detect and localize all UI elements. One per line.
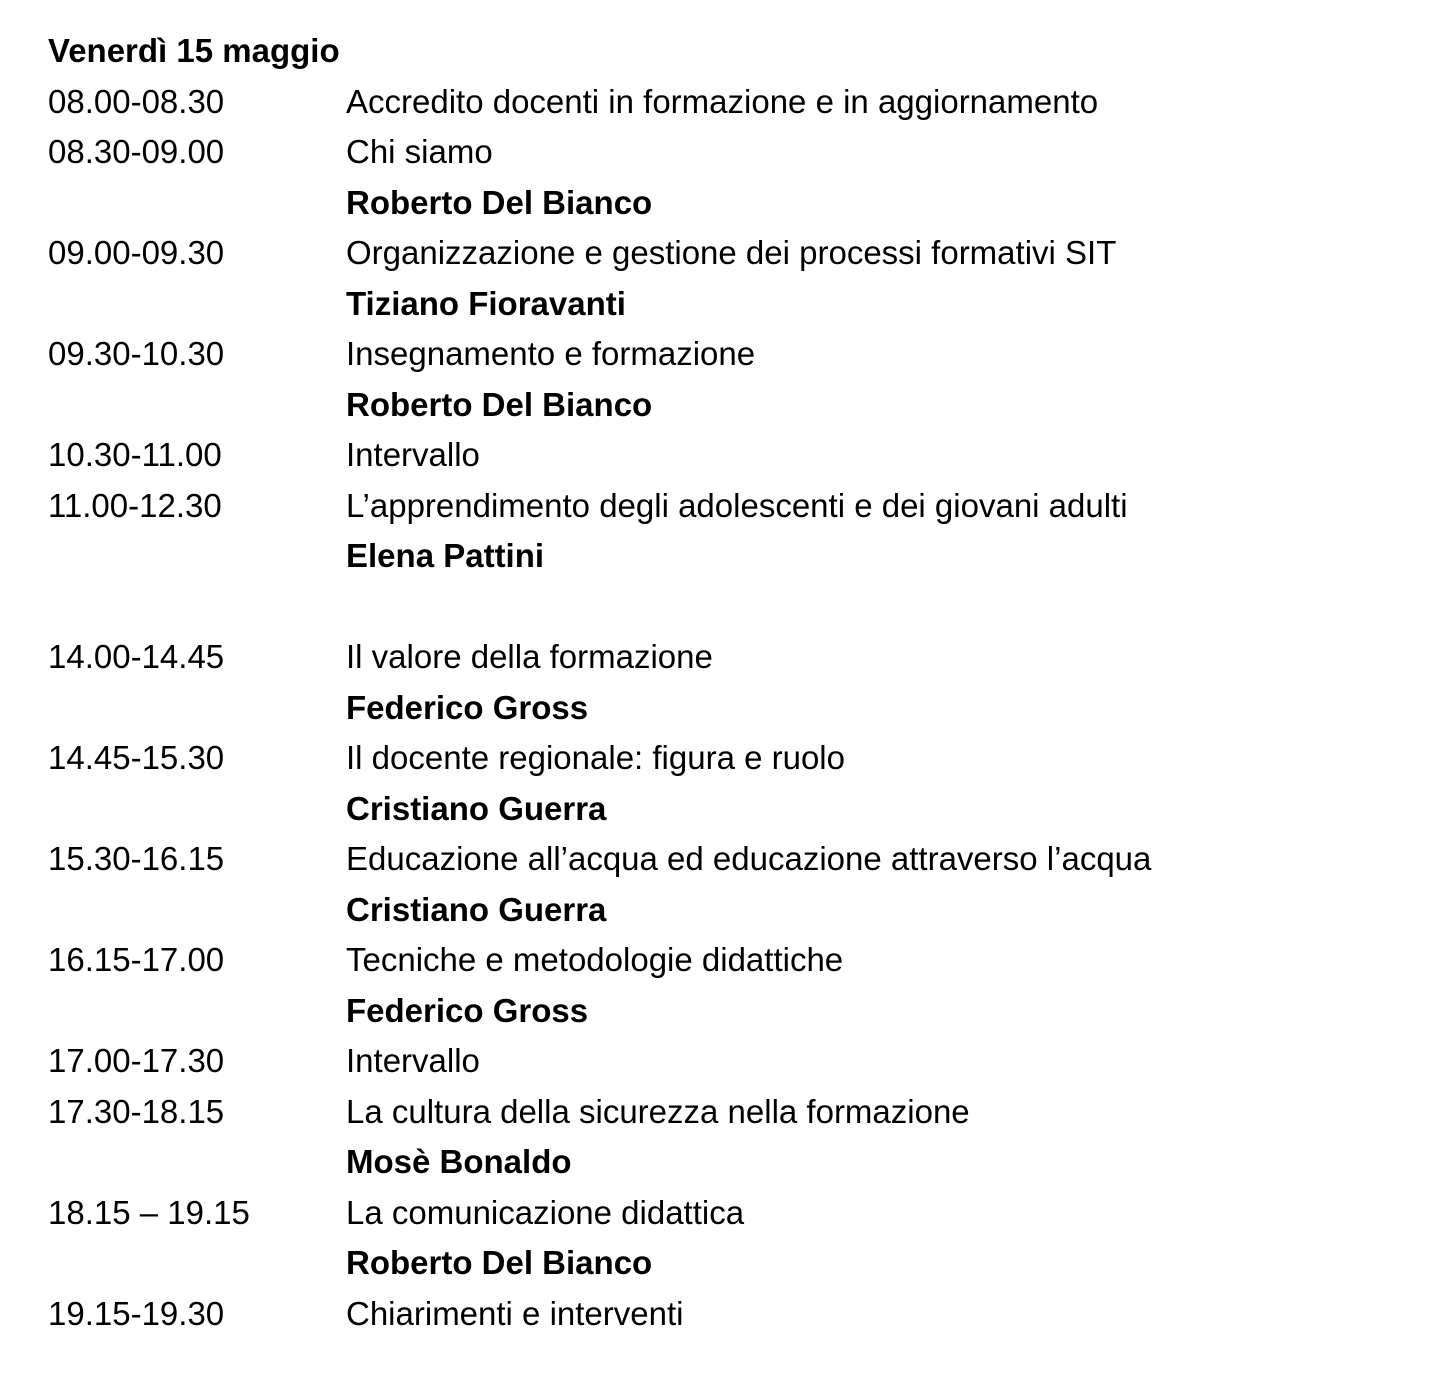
session-title: Organizzazione e gestione dei processi formativi SIT bbox=[346, 234, 1117, 271]
time-slot: 14.00-14.45 bbox=[48, 638, 225, 675]
time-slot: 17.00-17.30 bbox=[48, 1042, 225, 1079]
speaker-row bbox=[48, 1137, 1428, 1188]
session-title: Intervallo bbox=[346, 1042, 480, 1079]
schedule-row bbox=[48, 1036, 1428, 1087]
schedule-row bbox=[48, 127, 1428, 178]
schedule-document bbox=[48, 26, 1428, 1339]
speaker-row bbox=[48, 531, 1428, 582]
schedule-row bbox=[48, 733, 1428, 784]
schedule-row bbox=[48, 228, 1428, 279]
speaker-name: Roberto Del Bianco bbox=[346, 183, 653, 221]
schedule-row bbox=[48, 1289, 1428, 1340]
session-title: Accredito docenti in formazione e in aggiornamento bbox=[346, 82, 1099, 120]
schedule-row bbox=[48, 430, 1428, 481]
time-slot: 09.30-10.30 bbox=[48, 335, 225, 372]
session-title: La comunicazione didattica bbox=[346, 1193, 745, 1231]
session-title: Chi siamo bbox=[346, 133, 493, 170]
time-slot: 08.30-09.00 bbox=[48, 133, 225, 170]
schedule-row bbox=[48, 77, 1428, 128]
speaker-name: Federico Gross bbox=[346, 688, 589, 726]
session-title: Intervallo bbox=[346, 436, 480, 473]
speaker-row bbox=[48, 784, 1428, 835]
speaker-row bbox=[48, 1238, 1428, 1289]
speaker-row bbox=[48, 986, 1428, 1037]
schedule-row bbox=[48, 329, 1428, 380]
blank-line bbox=[48, 582, 1428, 633]
schedule-row bbox=[48, 481, 1428, 532]
session-title: Chiarimenti e interventi bbox=[346, 1294, 684, 1332]
time-slot: 10.30-11.00 bbox=[48, 436, 222, 473]
speaker-name: Roberto Del Bianco bbox=[346, 1244, 653, 1281]
time-slot: 18.15 – 19.15 bbox=[48, 1193, 250, 1231]
speaker-name: Federico Gross bbox=[346, 991, 589, 1029]
schedule-row bbox=[48, 935, 1428, 986]
schedule-row bbox=[48, 1087, 1428, 1138]
speaker-row bbox=[48, 178, 1428, 229]
session-title: Il docente regionale: figura e ruolo bbox=[346, 739, 845, 776]
time-slot: 14.45-15.30 bbox=[48, 739, 225, 776]
schedule-row bbox=[48, 1188, 1428, 1239]
time-slot: 19.15-19.30 bbox=[48, 1294, 225, 1332]
speaker-name: Mosè Bonaldo bbox=[346, 1143, 572, 1180]
session-title: Educazione all’acqua ed educazione attraverso l’acqua bbox=[346, 840, 1152, 877]
time-slot: 17.30-18.15 bbox=[48, 1092, 225, 1130]
speaker-name: Roberto Del Bianco bbox=[346, 385, 653, 423]
speaker-row bbox=[48, 885, 1428, 936]
time-slot: 08.00-08.30 bbox=[48, 82, 225, 120]
session-title: Tecniche e metodologie didattiche bbox=[346, 941, 844, 978]
session-title: L’apprendimento degli adolescenti e dei giovani adulti bbox=[346, 486, 1128, 524]
session-title: Il valore della formazione bbox=[346, 638, 713, 675]
session-title: Insegnamento e formazione bbox=[346, 335, 756, 372]
time-slot: 09.00-09.30 bbox=[48, 234, 225, 271]
time-slot: 15.30-16.15 bbox=[48, 840, 225, 877]
speaker-row bbox=[48, 683, 1428, 734]
speaker-name: Cristiano Guerra bbox=[346, 789, 607, 827]
schedule-row bbox=[48, 632, 1428, 683]
time-slot: 11.00-12.30 bbox=[48, 486, 222, 524]
session-title: La cultura della sicurezza nella formazione bbox=[346, 1092, 970, 1130]
schedule-title: Venerdì 15 maggio bbox=[48, 32, 340, 69]
speaker-name: Cristiano Guerra bbox=[346, 890, 607, 928]
speaker-row bbox=[48, 279, 1428, 330]
time-slot: 16.15-17.00 bbox=[48, 941, 225, 978]
speaker-name: Elena Pattini bbox=[346, 537, 545, 574]
speaker-name: Tiziano Fioravanti bbox=[346, 284, 626, 322]
schedule-row bbox=[48, 834, 1428, 885]
speaker-row bbox=[48, 380, 1428, 431]
